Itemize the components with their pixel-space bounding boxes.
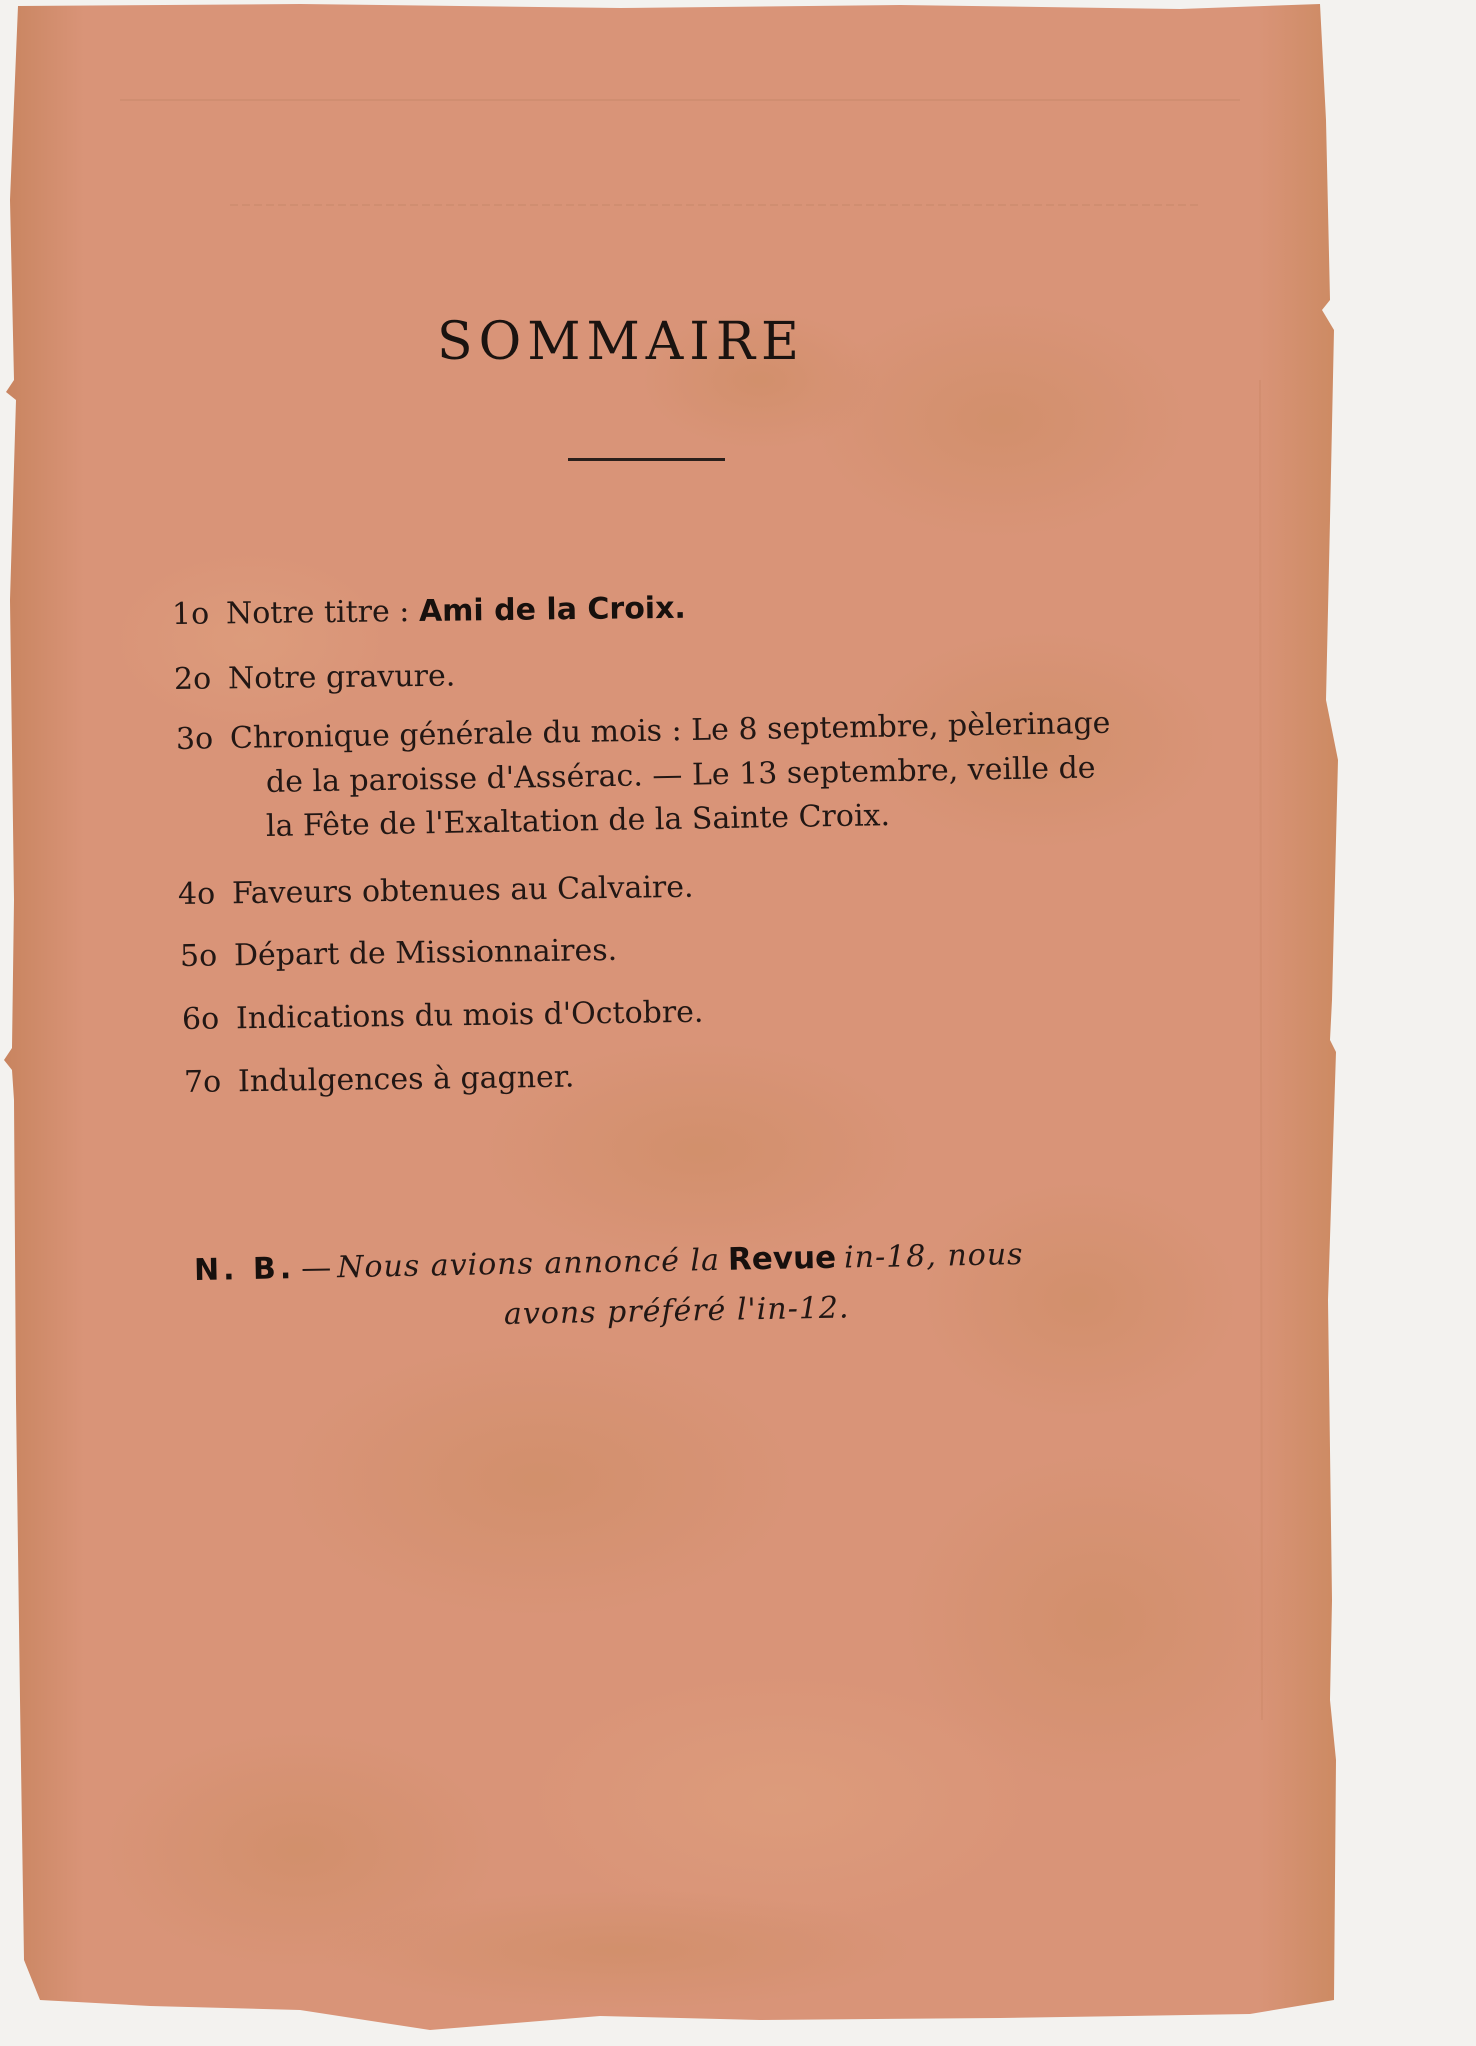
summary-item-6	[181, 994, 704, 1037]
item-number: 5o	[179, 938, 218, 974]
item-text-line-2: de la paroisse d'Assérac. — Le 13 septembre, veille de	[265, 750, 1096, 800]
item-text: Indulgences à gagner.	[237, 1059, 575, 1100]
note	[194, 1236, 1024, 1288]
item-text: Départ de Missionnaires.	[233, 932, 618, 974]
note-bold-text: Revue	[727, 1239, 837, 1278]
note-label: N. B.	[193, 1251, 296, 1288]
item-number: 3o	[175, 721, 214, 757]
item-text: Notre gravure.	[227, 658, 456, 697]
summary-item-1	[171, 590, 687, 632]
note-text-3: avons préféré l'in-12.	[503, 1290, 850, 1332]
summary-item-3	[175, 705, 1111, 757]
item-number: 7o	[183, 1064, 222, 1100]
item-text: Faveurs obtenues au Calvaire.	[231, 869, 694, 912]
title-divider	[568, 458, 725, 461]
note-line-2	[504, 1290, 850, 1332]
item-text-line-1: Chronique générale du mois : Le 8 septembre, pèlerinage	[229, 705, 1111, 757]
item-number: 4o	[177, 876, 216, 912]
item-text: Notre titre :	[225, 593, 420, 632]
item-text: Indications du mois d'Octobre.	[235, 994, 704, 1037]
page-title: SOMMAIRE	[437, 312, 805, 372]
note-dash: —	[300, 1250, 332, 1286]
note-text-1: Nous avions annoncé la	[336, 1242, 721, 1286]
summary-item-4	[177, 869, 694, 912]
note-text-2: in-18, nous	[843, 1237, 1024, 1276]
item-number: 1o	[171, 596, 210, 632]
item-text-line-3: la Fête de l'Exaltation de la Sainte Croix.	[265, 798, 891, 844]
summary-item-5	[179, 932, 618, 974]
summary-item-3-line-3	[265, 798, 891, 844]
summary-item-3-line-2	[265, 750, 1096, 800]
item-number: 6o	[181, 1001, 220, 1037]
summary-item-2	[173, 658, 456, 697]
item-bold-text: Ami de la Croix.	[418, 590, 687, 629]
item-number: 2o	[173, 661, 212, 697]
summary-item-7	[183, 1059, 575, 1100]
